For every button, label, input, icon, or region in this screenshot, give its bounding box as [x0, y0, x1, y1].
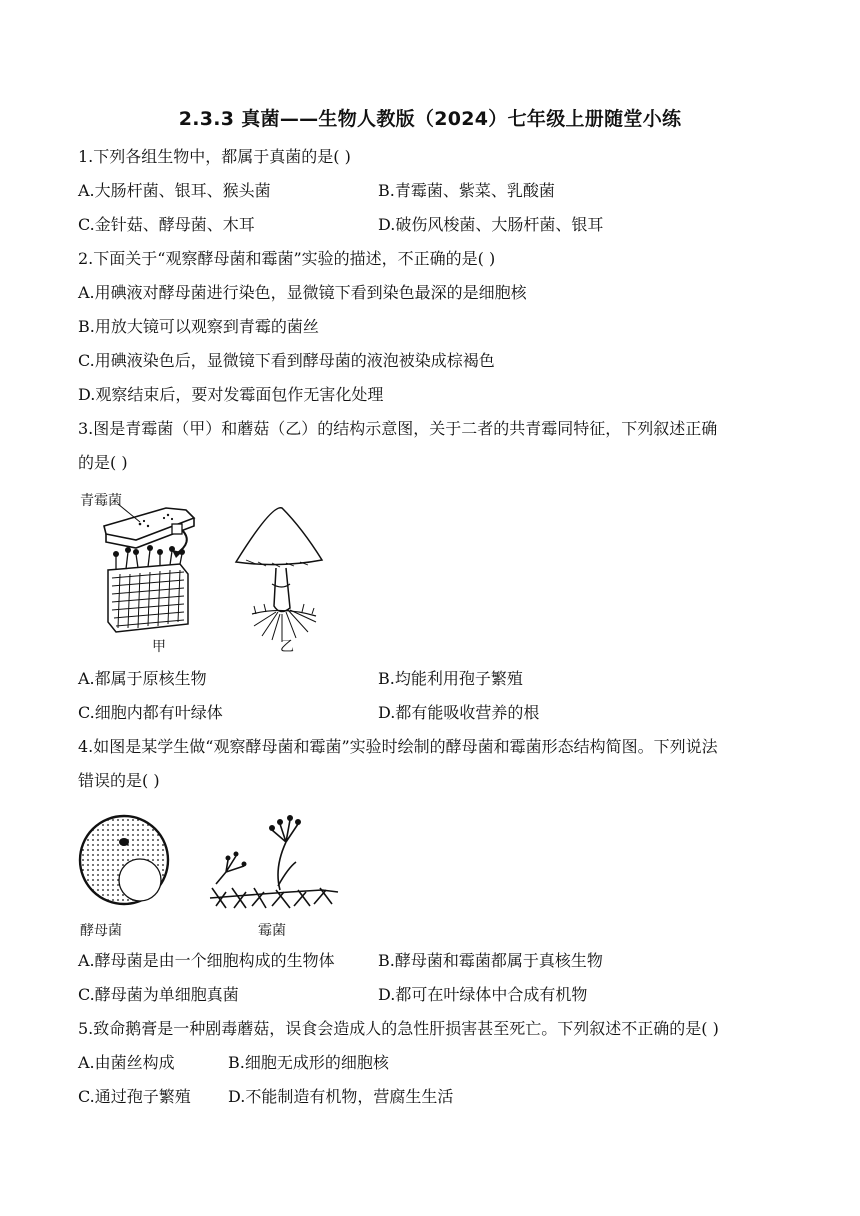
q1-option-c: C.金针菇、酵母菌、木耳	[78, 215, 255, 234]
q3-option-b: B.均能利用孢子繁殖	[378, 669, 523, 688]
q5-stem: 5.致命鹅膏是一种剧毒蘑菇，误食会造成人的急性肝损害甚至死亡。下列叙述不正确的是( )	[78, 1019, 719, 1038]
fig-label-yeast: 酵母菌	[80, 923, 122, 939]
q5-option-d: D.不能制造有机物，营腐生生活	[228, 1087, 454, 1106]
fig-label-mold: 霉菌	[258, 923, 286, 939]
q2-option-c: C.用碘液染色后，显微镜下看到酵母菌的液泡被染成棕褐色	[78, 351, 495, 370]
q5-option-c: C.通过孢子繁殖	[78, 1087, 191, 1106]
q5-option-a: A.由菌丝构成	[78, 1053, 175, 1072]
page-title: 2.3.3 真菌——生物人教版（2024）七年级上册随堂小练	[178, 108, 682, 130]
q3-option-d: D.都有能吸收营养的根	[378, 703, 540, 722]
q4-stem-line1: 4.如图是某学生做“观察酵母菌和霉菌”实验时绘制的酵母菌和霉菌形态结构简图。下列说法	[78, 737, 718, 756]
q3-stem-line2: 的是( )	[78, 453, 128, 472]
q1-stem: 1.下列各组生物中，都属于真菌的是( )	[78, 147, 351, 166]
q2-option-a: A.用碘液对酵母菌进行染色，显微镜下看到染色最深的是细胞核	[78, 283, 527, 302]
q1-option-a: A.大肠杆菌、银耳、猴头菌	[78, 181, 271, 200]
q4-option-d: D.都可在叶绿体中合成有机物	[378, 985, 588, 1004]
q3-option-c: C.细胞内都有叶绿体	[78, 703, 223, 722]
q3-stem-line1: 3.图是青霉菌（甲）和蘑菇（乙）的结构示意图，关于二者的共青霉同特征，下列叙述正确	[78, 419, 718, 438]
q2-stem: 2.下面关于“观察酵母菌和霉菌”实验的描述，不正确的是( )	[78, 249, 496, 268]
fig-label-jia: 甲	[152, 639, 166, 655]
q4-option-a: A.酵母菌是由一个细胞构成的生物体	[78, 951, 335, 970]
penicillium-mushroom-drawing	[76, 488, 326, 656]
q5-option-b: B.细胞无成形的细胞核	[228, 1053, 389, 1072]
fig-label-penicillium: 青霉菌	[80, 493, 122, 509]
q4-option-b: B.酵母菌和霉菌都属于真核生物	[378, 951, 603, 970]
q3-option-a: A.都属于原核生物	[78, 669, 207, 688]
q4-option-c: C.酵母菌为单细胞真菌	[78, 985, 239, 1004]
q2-option-b: B.用放大镜可以观察到青霉的菌丝	[78, 317, 319, 336]
q4-figure	[76, 808, 346, 944]
q1-option-d: D.破伤风梭菌、大肠杆菌、银耳	[378, 215, 604, 234]
q4-stem-line2: 错误的是( )	[78, 771, 160, 790]
q3-figure	[76, 488, 326, 656]
q2-option-d: D.观察结束后，要对发霉面包作无害化处理	[78, 385, 384, 404]
fig-label-yi: 乙	[280, 639, 294, 655]
q1-option-b: B.青霉菌、紫菜、乳酸菌	[378, 181, 555, 200]
